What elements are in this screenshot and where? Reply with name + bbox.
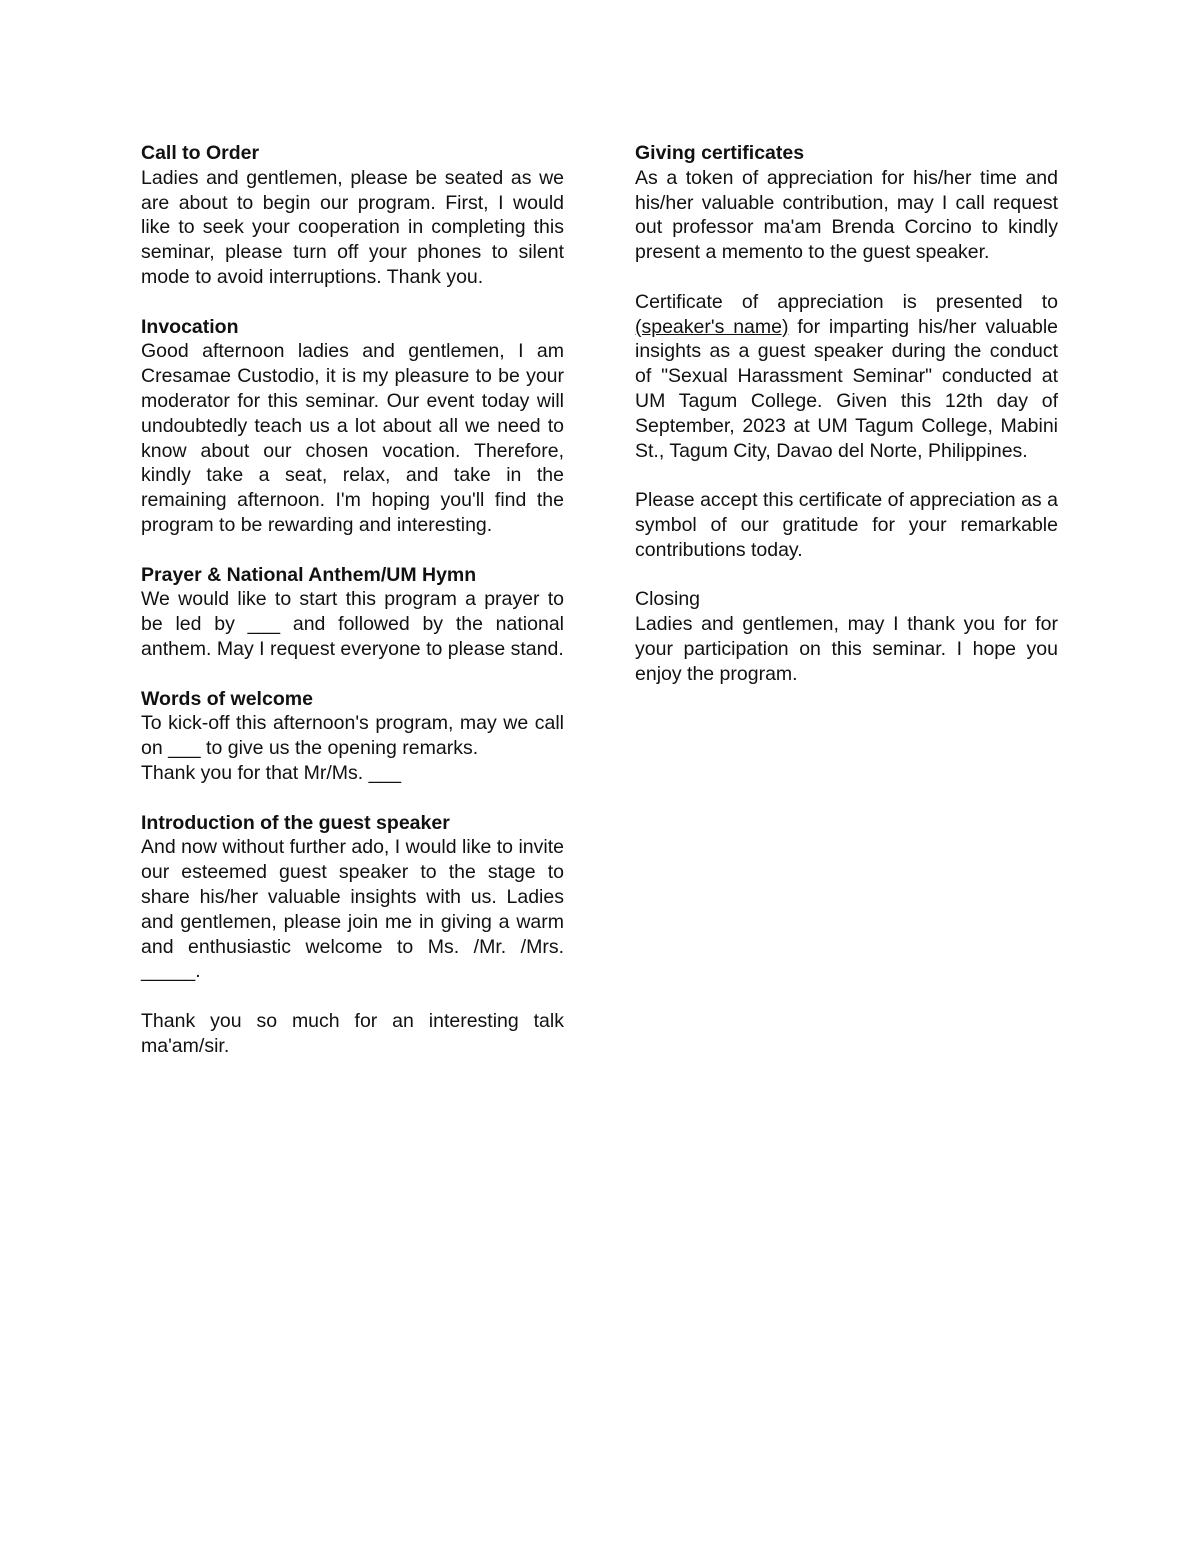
right-column	[635, 141, 1058, 711]
invocation-text: Good afternoon ladies and gentlemen, I am Cresamae Custodio, it is my pleasure to be your moderator for this seminar. Our event today will undoubtedly teach us a lot about all we need to know about our chosen vocation. Therefore, kindly take a seat, relax, and take in the remaining afternoon. I'm hoping you'll find the program to be rewarding and interesting.	[141, 340, 564, 536]
accept-section	[635, 488, 1058, 562]
certificates-heading: Giving certificates	[635, 142, 805, 164]
introduction-thanks-section	[141, 1009, 564, 1059]
introduction-thanks: Thank you so much for an interesting talk ma'am/sir.	[141, 1009, 564, 1057]
prayer-text: We would like to start this program a prayer to be led by ___ and followed by the national anthem. May I request everyone to please stand.	[141, 588, 564, 660]
invocation-heading: Invocation	[141, 315, 239, 338]
certificates-text: As a token of appreciation for his/her time and his/her valuable contribution, may I call request out professor ma'am Brenda Corcino to kindly present a memento to the guest speaker.	[635, 166, 1058, 264]
prayer-heading: Prayer & National Anthem/UM Hymn	[141, 563, 477, 586]
call-to-order-text: Ladies and gentlemen, please be seated as we are about to begin our program. First, I would like to seek your cooperation in completing this seminar, please turn off your phones to silent mode to avoid interruptions. Thank you.	[141, 166, 564, 288]
accept-text: Please accept this certificate of appreciation as a symbol of our gratitude for your remarkable contributions today.	[635, 489, 1058, 561]
closing-section	[635, 587, 1058, 686]
welcome-thanks: Thank you for that Mr/Ms. ___	[141, 761, 402, 784]
speaker-name-placeholder: (speaker's name)	[635, 315, 789, 338]
certificates-section	[635, 141, 1058, 265]
introduction-heading: Introduction of the guest speaker	[141, 811, 450, 834]
call-to-order-heading: Call to Order	[141, 142, 260, 164]
certificate-text-section	[635, 290, 1058, 464]
call-to-order-section	[141, 141, 564, 290]
certificate-text-before: Certificate of appreciation is presented to	[635, 290, 1058, 313]
welcome-heading: Words of welcome	[141, 687, 313, 710]
welcome-text: To kick-off this afternoon's program, may we call on ___ to give us the opening remarks.	[141, 712, 564, 760]
introduction-section	[141, 811, 564, 985]
closing-text: Ladies and gentlemen, may I thank you for for your participation on this seminar. I hope you enjoy the program.	[635, 613, 1058, 685]
certificate-paragraph	[635, 290, 1058, 464]
introduction-text: And now without further ado, I would like to invite our esteemed guest speaker to the stage to share his/her valuable insights with us. Ladies and gentlemen, please join me in giving a warm and enthusiastic welcome to Ms. /Mr. /Mrs. _____.	[141, 836, 564, 983]
certificate-text-after: for imparting his/her valuable insights as a guest speaker during the conduct of "Sexual Harassment Seminar" conducted at UM Tagum College. Given this 12th day of September, 2023 at UM Tagum College, Mabini St., Tagum City, Davao del Norte, Philippines.	[635, 315, 1059, 462]
welcome-section	[141, 687, 564, 786]
left-column	[141, 141, 564, 1083]
invocation-section	[141, 315, 564, 538]
prayer-section	[141, 563, 564, 662]
closing-heading: Closing	[635, 588, 701, 611]
